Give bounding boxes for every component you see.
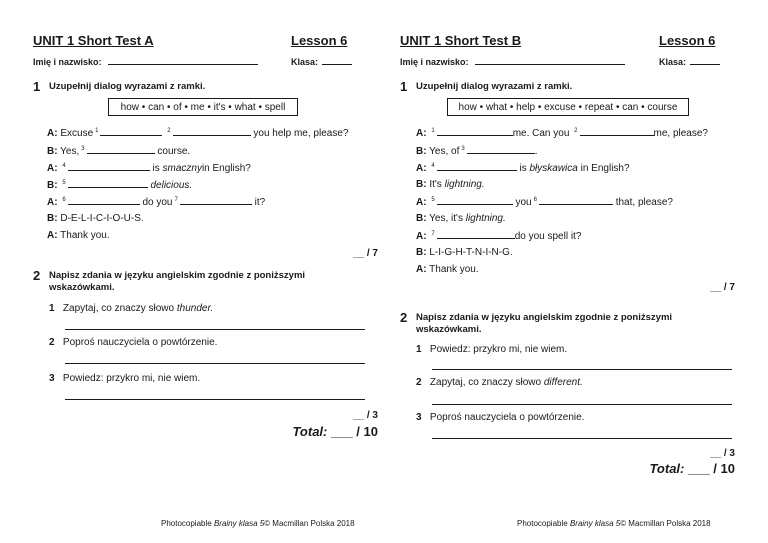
dialog-text: is [519,163,527,174]
item-number: 2 [416,377,422,388]
exercise-1-instruction: Uzupełnij dialog wyrazami z ramki. [416,81,573,92]
dialog-text: do you spell it? [514,231,582,242]
name-blank[interactable] [475,57,625,65]
gap-blank[interactable] [467,145,535,154]
footer-copyright: © Macmillan Polska 2018 [264,519,355,528]
gap-number: 1 [95,127,99,134]
dialog-text: do you [142,197,173,208]
name-blank[interactable] [108,57,258,65]
dialog-text: Yes, of [429,146,460,157]
total-label: Total: [649,461,685,476]
dialog-line-1 [47,127,348,139]
dialog-text: is [152,163,160,174]
exercise-1-number: 1 [33,79,41,94]
dialog-text: in English? [201,163,251,174]
class-blank[interactable] [690,57,720,65]
answer-line[interactable] [432,438,732,439]
lesson-label: Lesson 6 [291,33,348,48]
answer-line[interactable] [65,399,365,400]
name-field[interactable] [33,57,258,67]
speaker: A: [47,128,58,139]
gap-blank[interactable] [539,196,613,205]
total-score [649,461,735,476]
gap-number: 6 [533,196,537,203]
answer-line[interactable] [432,404,732,405]
gap-number: 3 [461,145,465,152]
exercise-2-item-3 [49,373,200,384]
footer-book: Brainy klasa 5 [213,519,265,528]
item-italic: thunder. [176,303,214,314]
footer [161,519,355,528]
exercise-1-score: __ / 7 [709,282,735,293]
dialog-text: Yes, [60,146,80,157]
exercise-1-number: 1 [400,79,408,94]
dialog-line-5 [47,196,265,208]
answer-line[interactable] [65,363,365,364]
dialog-text: Thank you. [429,264,479,275]
dialog-text: . [534,146,538,157]
footer-copyright: © Macmillan Polska 2018 [620,519,711,528]
gap-number: 6 [62,196,66,203]
item-text: Zapytaj, co znaczy słowo [62,303,175,314]
speaker: A: [416,197,427,208]
speaker: B: [47,180,58,191]
speaker: A: [416,231,427,242]
footer-text: Photocopiable [517,519,570,528]
gap-blank[interactable] [580,127,654,136]
dialog-line-5 [416,196,673,208]
exercise-2-score: __ / 3 [709,448,735,459]
gap-number: 3 [81,145,85,152]
dialog-line-6 [416,213,506,224]
dialog-line-2 [47,145,190,157]
total-value: ___ / 10 [331,424,378,439]
exercise-2-number: 2 [33,268,41,283]
unit-title: UNIT 1 Short Test A [33,33,154,48]
gap-blank[interactable] [87,145,155,154]
word-box [447,98,689,116]
gap-number: 2 [574,127,578,134]
speaker: B: [416,146,427,157]
item-text: Powiedz: przykro mi, nie wiem. [62,373,201,384]
answer-line[interactable] [65,329,365,330]
dialog-text: in English? [580,163,630,174]
exercise-2-instruction: Napisz zdania w języku angielskim zgodnie z poniższymi wskazówkami. [416,312,673,335]
exercise-1-instruction: Uzupełnij dialog wyrazami z ramki. [49,81,206,92]
dialog-line-7 [47,230,110,241]
item-text: Zapytaj, co znaczy słowo [429,377,542,388]
dialog-text: L-I-G-H-T-N-I-N-G. [429,247,513,258]
word-box-text: how • what • help • excuse • repeat • can • course [458,101,678,113]
gap-blank[interactable] [437,230,515,239]
item-text: Poproś nauczyciela o powtórzenie. [429,412,585,423]
dialog-italic: lightning. [444,179,485,190]
dialog-italic: lightning. [465,213,506,224]
class-label: Klasa: [291,57,319,67]
name-label: Imię i nazwisko: [400,57,469,67]
dialog-text: me, please? [653,128,708,139]
dialog-text: you help me, please? [253,128,349,139]
footer-text: Photocopiable [161,519,214,528]
gap-number: 7 [431,230,435,237]
dialog-text: D-E-L-I-C-I-O-U-S. [60,213,144,224]
gap-number: 5 [431,196,435,203]
dialog-text: that, please? [615,197,673,208]
exercise-1-score: __ / 7 [352,248,378,259]
gap-blank[interactable] [173,127,251,136]
class-label: Klasa: [659,57,687,67]
speaker: A: [47,197,58,208]
gap-blank[interactable] [437,127,513,136]
class-field[interactable] [659,57,720,67]
lesson-label: Lesson 6 [659,33,716,48]
dialog-line-1 [416,127,708,139]
word-box-text: how • can • of • me • it's • what • spell [120,101,286,113]
exercise-2-item-1 [49,303,213,314]
gap-blank[interactable] [68,179,148,188]
item-number: 3 [416,412,422,423]
item-text: Poproś nauczyciela o powtórzenie. [62,337,218,348]
dialog-line-4 [47,179,192,191]
item-number: 2 [49,337,55,348]
dialog-text: Yes, it's [429,213,463,224]
dialog-text: course. [157,146,191,157]
exercise-2-score: __ / 3 [352,410,378,421]
word-box [108,98,298,116]
dialog-line-4 [416,179,485,190]
test-a [33,0,378,543]
footer [517,519,711,528]
gap-number: 1 [431,127,435,134]
gap-number: 7 [174,196,178,203]
item-number: 1 [416,344,422,355]
dialog-line-9 [416,264,479,275]
dialog-text: Excuse [60,128,94,139]
gap-number: 5 [62,179,66,186]
dialog-line-6 [47,213,144,224]
test-b [400,0,745,543]
gap-blank[interactable] [180,196,252,205]
dialog-italic: delicious. [150,180,193,191]
speaker: B: [416,179,427,190]
exercise-2-item-1 [416,344,567,355]
item-text: Powiedz: przykro mi, nie wiem. [429,344,568,355]
dialog-line-3 [416,162,630,174]
gap-blank[interactable] [437,196,513,205]
dialog-line-2 [416,145,538,157]
exercise-2-item-2 [49,337,217,348]
item-number: 1 [49,303,55,314]
gap-blank[interactable] [68,196,140,205]
speaker: A: [416,264,427,275]
item-number: 3 [49,373,55,384]
gap-blank[interactable] [437,162,517,171]
speaker: A: [416,128,427,139]
total-score [292,424,378,439]
gap-blank[interactable] [68,162,150,171]
item-italic: different. [543,377,583,388]
exercise-2-number: 2 [400,310,408,325]
total-value: ___ / 10 [688,461,735,476]
dialog-text: Thank you. [60,230,110,241]
speaker: A: [47,163,58,174]
gap-number: 4 [62,162,66,169]
speaker: B: [47,146,58,157]
speaker: A: [416,163,427,174]
exercise-2-item-3 [416,412,584,423]
footer-book: Brainy klasa 5 [569,519,621,528]
dialog-text: it? [254,197,266,208]
class-field[interactable] [291,57,352,67]
gap-blank[interactable] [100,127,162,136]
total-label: Total: [292,424,328,439]
gap-number: 2 [167,127,171,134]
name-label: Imię i nazwisko: [33,57,102,67]
dialog-text: me. Can you [512,128,570,139]
unit-title: UNIT 1 Short Test B [400,33,522,48]
exercise-2-instruction: Napisz zdania w języku angielskim zgodnie z poniższymi wskazówkami. [49,270,306,293]
speaker: B: [47,213,58,224]
dialog-line-3 [47,162,251,174]
answer-line[interactable] [432,369,732,370]
dialog-italic: smaczny [162,163,202,174]
gap-number: 4 [431,162,435,169]
dialog-text: you [515,197,532,208]
dialog-line-7 [416,230,581,242]
speaker: B: [416,213,427,224]
dialog-italic: błyskawica [529,163,578,174]
speaker: A: [47,230,58,241]
dialog-text: It's [429,179,442,190]
exercise-2-item-2 [416,377,583,388]
class-blank[interactable] [322,57,352,65]
name-field[interactable] [400,57,625,67]
speaker: B: [416,247,427,258]
dialog-line-8 [416,247,513,258]
